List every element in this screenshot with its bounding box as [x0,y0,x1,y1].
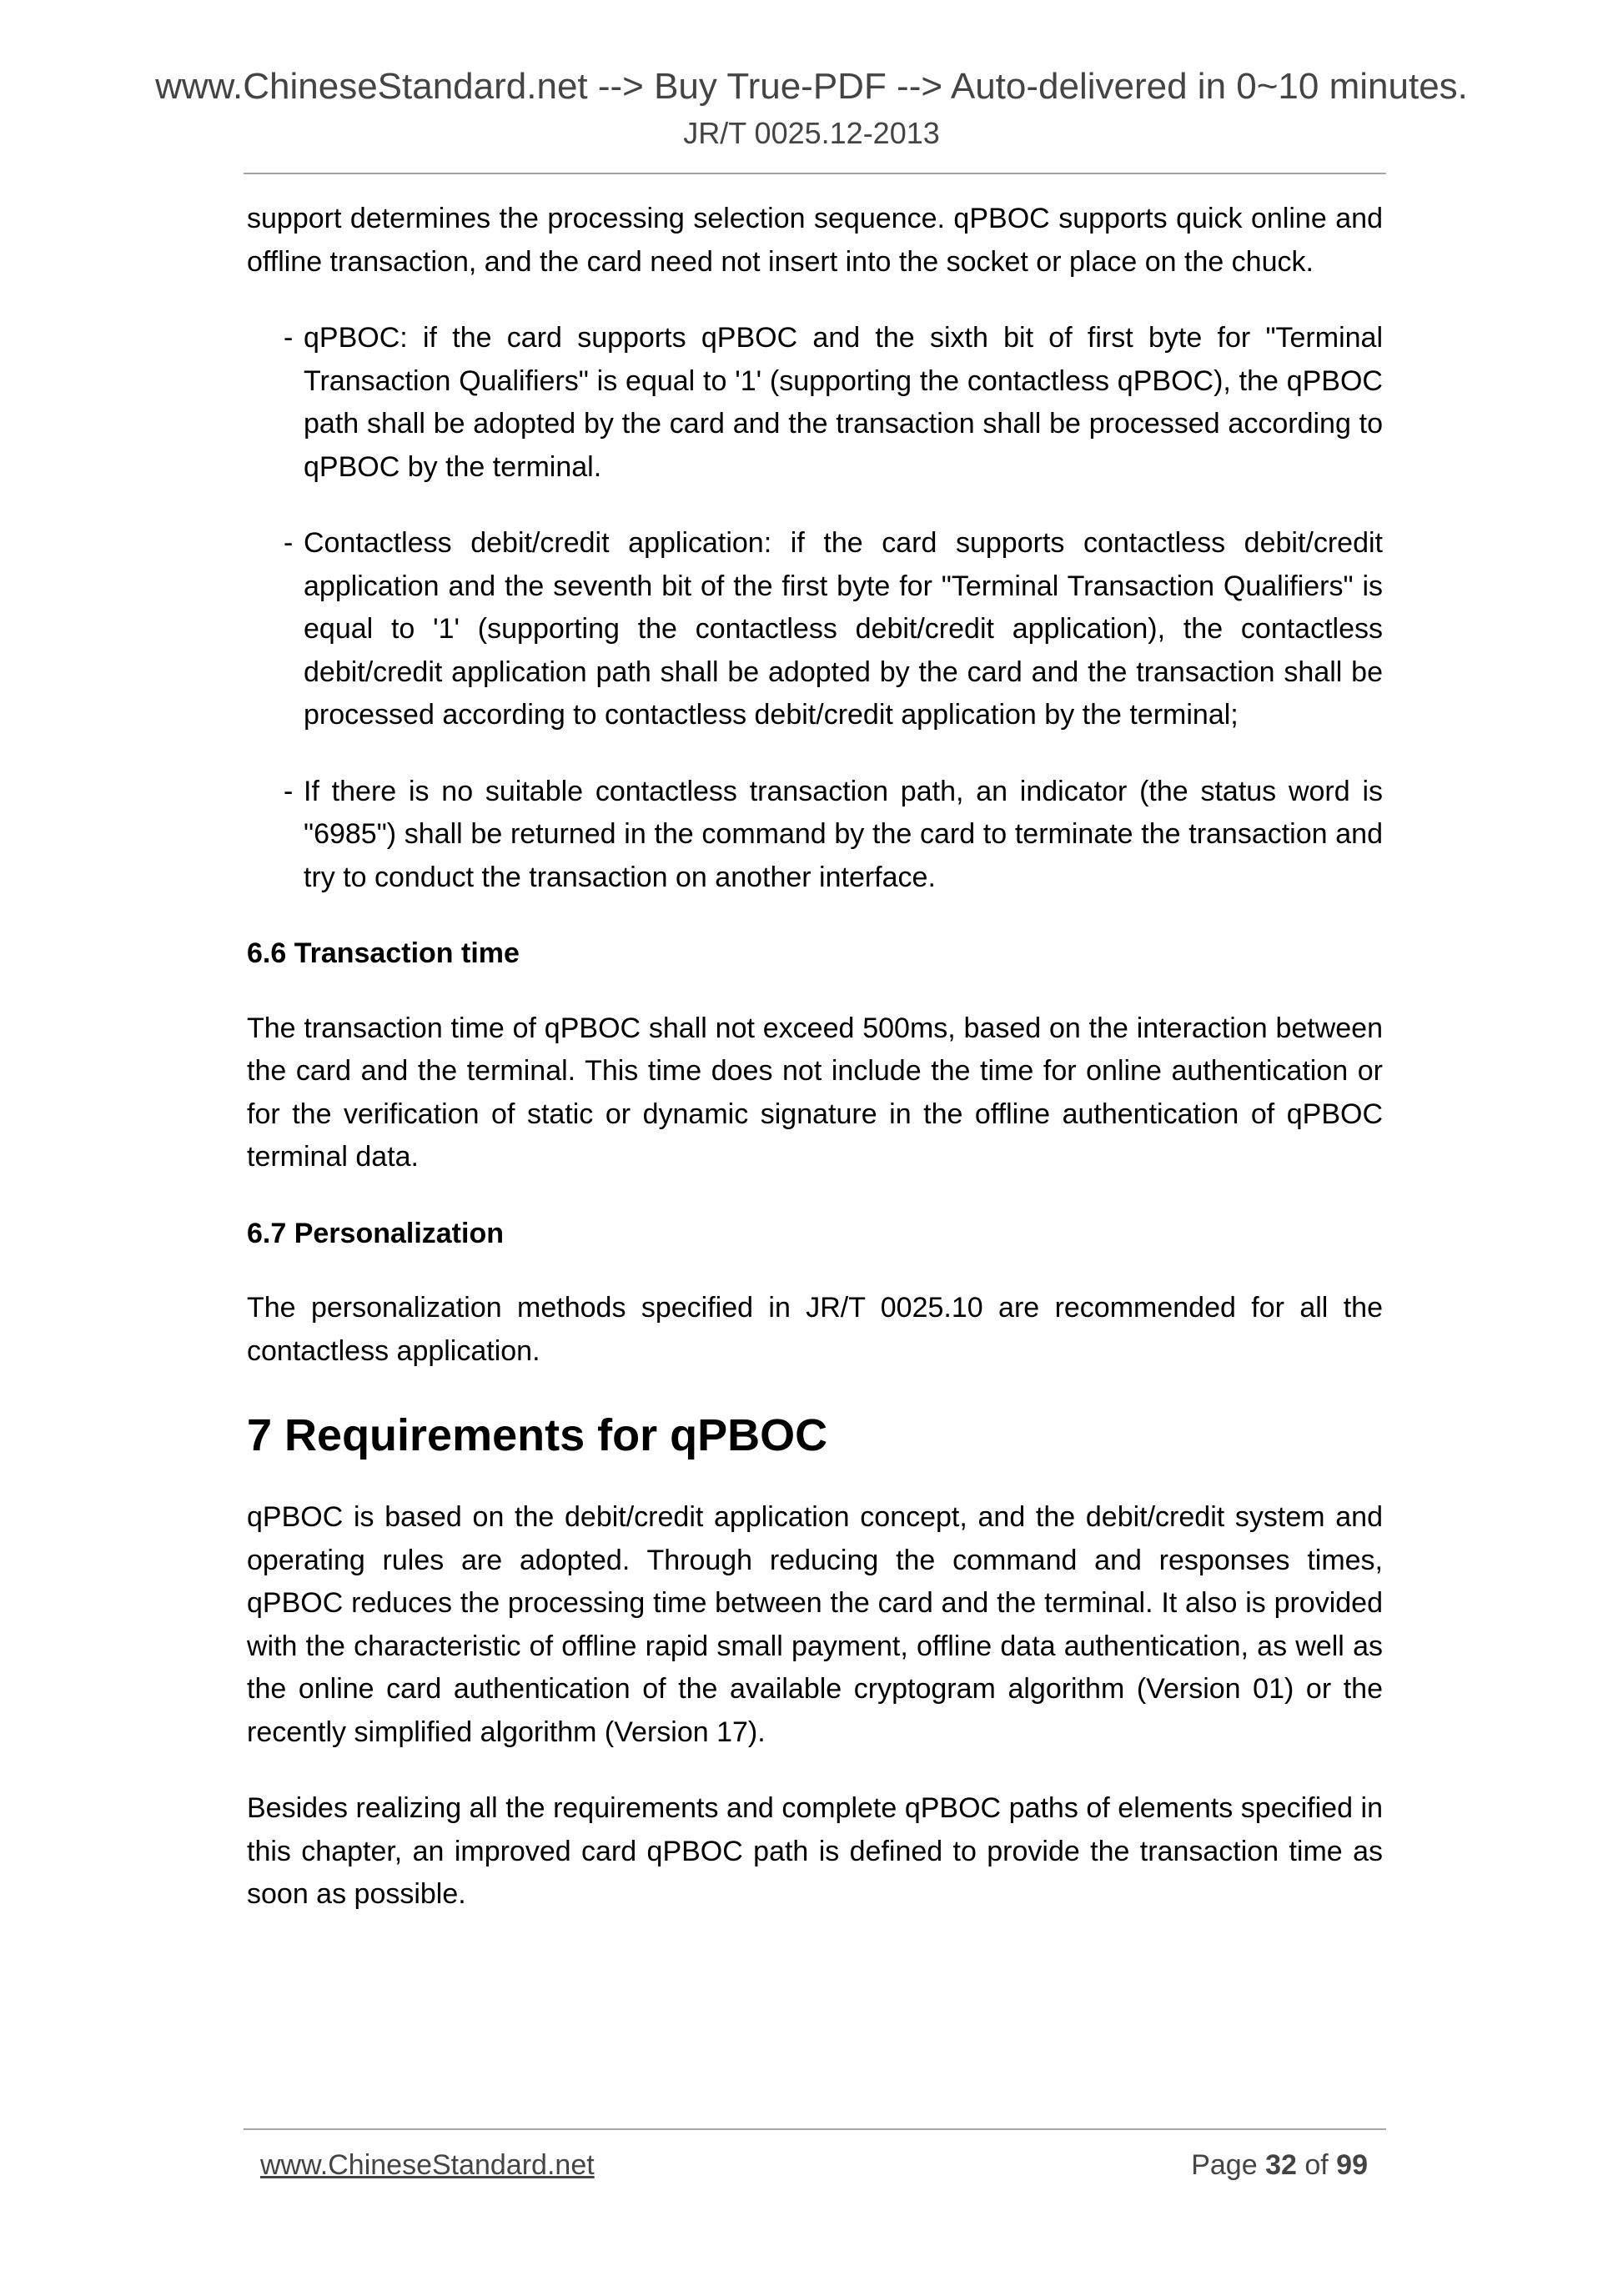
chapter-heading: 7 Requirements for qPBOC [247,1410,828,1460]
list-item [247,317,1383,489]
intro-paragraph: support determines the processing selection sequence. qPBOC supports quick online and offline transaction, and the card need not insert into the socket or place on the chuck. [247,203,1383,278]
header-divider [244,173,1386,174]
section-paragraph: The transaction time of qPBOC shall not exceed 500ms, based on the interaction between the card and the terminal. This time does not include the time for online authentication or for the verification of static or dynamic signature in the offline authentication of qPBOC terminal data. [247,1012,1383,1173]
page-indicator [1191,2147,1368,2183]
section-heading-personalization: 6.7 Personalization [247,1217,504,1249]
bullet-text: If there is no suitable contactless transaction path, an indicator (the status word is "6985") shall be returned in the command by the card to terminate the transaction and try to conduct the transaction on another interface. [304,775,1383,893]
list-item [247,771,1383,900]
section-paragraph: The personalization methods specified in JR/T 0025.10 are recommended for all the contactless application. [247,1292,1383,1367]
list-item [247,522,1383,737]
footer-divider [244,2128,1386,2130]
header-standard-id: JR/T 0025.12-2013 [683,116,940,150]
page-number: 32 [1265,2149,1297,2181]
bullet-dash: - [284,527,294,559]
chapter-paragraph: qPBOC is based on the debit/credit application concept, and the debit/credit system and operating rules are adopted. Through reducing the command and responses times, qPBOC reduces the processing time between the card and the terminal. It also is provided with the characteristic of offline rapid small payment, offline data authentication, as well as the online card authentication of the available cryptogram algorithm (Version 01) or the recently simplified algorithm (Version 17). [247,1501,1383,1748]
page-body [247,198,1383,1950]
header-banner: www.ChineseStandard.net --> Buy True-PDF --> Auto-delivered in 0~10 minutes. [155,66,1468,107]
chapter-paragraph: Besides realizing all the requirements and complete qPBOC paths of elements specified in this chapter, an improved card qPBOC path is defined to provide the transaction time as soon as possible. [247,1792,1383,1910]
of-label: of [1304,2149,1329,2181]
footer-site-link[interactable]: www.ChineseStandard.net [260,2149,595,2181]
bullet-dash: - [284,775,294,807]
page-label: Page [1191,2149,1258,2181]
bullet-text: qPBOC: if the card supports qPBOC and the sixth bit of first byte for "Terminal Transaction Qualifiers" is equal to '1' (supporting the contactless qPBOC), the qPBOC path shall be adopted by the card and the transaction shall be processed according to qPBOC by the terminal. [304,322,1383,483]
bullet-dash: - [284,322,294,354]
bullet-text: Contactless debit/credit application: if the card supports contactless debit/credit application and the seventh bit of the first byte for "Terminal Transaction Qualifiers" is equal to '1' (supporting the contactless debit/credit application), the contactless debit/credit application path shall be adopted by the card and the transaction shall be processed according to contactless debit/credit application by the terminal; [304,527,1383,731]
section-heading-transaction-time: 6.6 Transaction time [247,937,520,969]
total-pages: 99 [1336,2149,1368,2181]
